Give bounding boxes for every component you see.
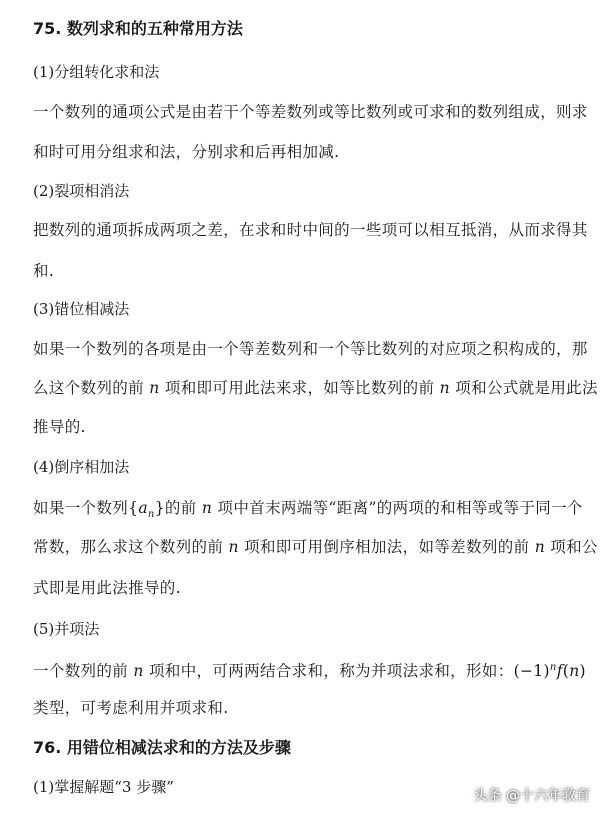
method-2-heading: (2)裂项相消法 xyxy=(33,182,130,200)
math-f: f xyxy=(556,662,563,680)
method-2-line-2: 和. xyxy=(33,262,55,280)
method-2-line-1: 把数列的通项拆成两项之差，在求和时中间的一些项可以相互抵消，从而求得其 xyxy=(33,221,588,239)
math-a: a xyxy=(138,499,148,517)
math-superscript-n: n xyxy=(549,662,557,673)
method-4-line-3: 式即是用此法推导的. xyxy=(33,579,181,597)
math-n: n xyxy=(439,379,450,397)
text-run: 么这个数列的前 xyxy=(33,379,150,397)
text-run: 一个数列的前 xyxy=(33,662,134,680)
method-3-line-3: 推导的. xyxy=(33,418,86,436)
text-run: ( xyxy=(562,662,570,680)
text-run: 项和即可用此法来求，如等比数列的前 xyxy=(159,379,440,397)
math-n: n xyxy=(228,538,239,556)
method-5-line-1 xyxy=(33,657,586,682)
method-3-line-2 xyxy=(33,377,598,399)
method-5-heading: (5)并项法 xyxy=(33,620,100,638)
method-5-line-2: 类型，可考虑利用并项求和. xyxy=(33,699,229,717)
text-run: ) xyxy=(579,662,586,680)
text-run: 项和公式就是用此法 xyxy=(449,379,598,397)
watermark-text: 头条 @十六年教育 xyxy=(473,788,590,804)
section-76-title: 76. 用错位相减法求和的方法及步骤 xyxy=(33,738,291,757)
section-76-step-1: (1)掌握解题“3 步骤” xyxy=(33,778,174,796)
toutiao-logo-icon xyxy=(456,788,470,802)
method-4-line-1 xyxy=(33,497,583,526)
method-1-line-2: 和时可用分组求和法，分别求和后再相加减. xyxy=(33,143,340,161)
text-run: 如果一个数列{ xyxy=(33,499,139,517)
text-run: }的前 xyxy=(154,499,202,517)
math-n: n xyxy=(534,538,546,556)
method-4-heading: (4)倒序相加法 xyxy=(33,458,130,476)
method-3-line-1: 如果一个数列的各项是由一个等差数列和一个等比数列的对应项之积构成的，那 xyxy=(33,340,588,358)
math-n: n xyxy=(201,499,213,517)
text-run: 常数，那么求这个数列的前 xyxy=(33,538,229,556)
math-n: n xyxy=(569,662,580,680)
method-1-heading: (1)分组转化求和法 xyxy=(33,63,160,81)
section-75-title: 75. 数列求和的五种常用方法 xyxy=(33,19,243,38)
math-n: n xyxy=(133,662,144,680)
method-4-line-2 xyxy=(33,536,598,558)
text-run: 项和中，可两两结合求和，称为并项法求和，形如：(−1) xyxy=(143,662,550,680)
math-n: n xyxy=(149,379,160,397)
method-3-heading: (3)错位相减法 xyxy=(33,300,130,318)
text-run: 项中首末两端等“距离”的两项的和相等或等于同一个 xyxy=(212,499,583,517)
math-subscript-n: n xyxy=(147,509,155,521)
text-run: 项和即可用倒序相加法，如等差数列的前 xyxy=(238,538,535,556)
watermark xyxy=(456,785,590,805)
method-1-line-1: 一个数列的通项公式是由若干个等差数列或等比数列或可求和的数列组成，则求 xyxy=(33,103,588,121)
text-run: 项和公 xyxy=(545,538,598,556)
